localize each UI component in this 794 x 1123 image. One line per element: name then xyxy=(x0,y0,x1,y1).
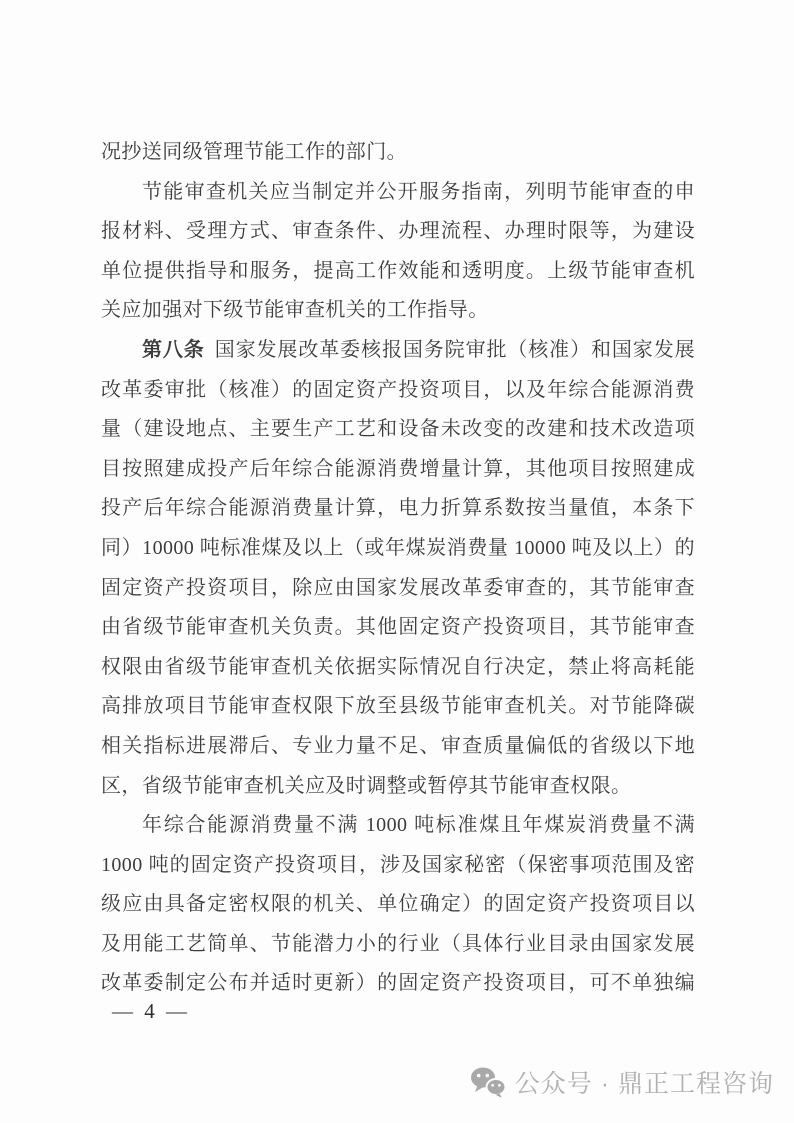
body-line: 相关指标进展滞后、专业力量不足、审查质量偏低的省级以下地 xyxy=(101,734,695,757)
body-line: 由省级节能审查机关负责。其他固定资产投资项目，其节能审查 xyxy=(101,616,695,639)
body-line: 目按照建成投产后年综合能源消费增量计算，其他项目按照建成 xyxy=(101,457,695,480)
wechat-icon xyxy=(470,1066,506,1098)
body-line: 改革委制定公布并适时更新）的固定资产投资项目，可不单独编 xyxy=(101,972,695,995)
article-number-label: 第八条 xyxy=(142,338,205,361)
body-line: 关应加强对下级节能审查机关的工作指导。 xyxy=(101,299,489,322)
body-line: 况抄送同级管理节能工作的部门。 xyxy=(101,141,407,163)
body-line: 投产后年综合能源消费量计算，电力折算系数按当量值，本条下 xyxy=(101,497,695,520)
page-number: — 4 — xyxy=(112,999,190,1023)
body-line: 同）10000 吨标准煤及以上（或年煤炭消费量 10000 吨及以上）的 xyxy=(101,536,695,559)
body-line: 权限由省级节能审查机关依据实际情况自行决定，禁止将高耗能 xyxy=(101,655,695,678)
official-account-label: 公众号 · 鼎正工程咨询 xyxy=(514,1070,774,1098)
body-line: 级应由具备定密权限的机关、单位确定）的固定资产投资项目以 xyxy=(101,893,695,916)
body-line: 高排放项目节能审查权限下放至县级节能审查机关。对节能降碳 xyxy=(101,695,695,718)
body-line: 及用能工艺简单、节能潜力小的行业（具体行业目录由国家发展 xyxy=(101,932,695,955)
body-line: 区，省级节能审查机关应及时调整或暂停其节能审查权限。 xyxy=(101,774,632,797)
footer-watermark xyxy=(470,1064,774,1100)
body-line-text: 国家发展改革委核报国务院审批（核准）和国家发展 xyxy=(214,338,695,361)
document-body xyxy=(101,133,695,1004)
body-line: 单位提供指导和服务，提高工作效能和透明度。上级节能审查机 xyxy=(101,259,695,282)
body-line: 节能审查机关应当制定并公开服务指南，列明节能审查的申 xyxy=(142,180,695,203)
body-line: 年综合能源消费量不满 1000 吨标准煤且年煤炭消费量不满 xyxy=(142,814,695,837)
body-line: 报材料、受理方式、审查条件、办理流程、办理时限等，为建设 xyxy=(101,220,695,243)
body-line xyxy=(101,331,695,371)
body-line: 改革委审批（核准）的固定资产投资项目，以及年综合能源消费 xyxy=(101,378,695,401)
body-line: 1000 吨的固定资产投资项目，涉及国家秘密（保密事项范围及密 xyxy=(101,853,695,876)
body-line: 量（建设地点、主要生产工艺和设备未改变的改建和技术改造项 xyxy=(101,418,695,441)
body-line: 固定资产投资项目，除应由国家发展改革委审查的，其节能审查 xyxy=(101,576,695,599)
